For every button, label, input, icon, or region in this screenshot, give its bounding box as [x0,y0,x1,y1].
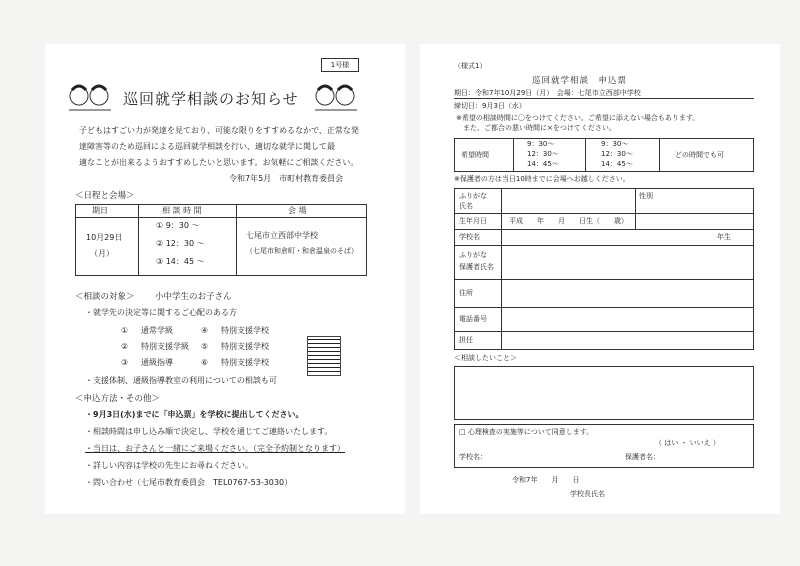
extra-note: ・支援体制、通級指導教室の利用についての相談も可 [85,376,277,385]
note-line-1: ※希望の相談時間に〇をつけてください。ご希望に添えない場合もあります。 [456,114,700,122]
time-choice-table[interactable]: 希望時間 9：30～ 12：30～ 14：45～ 9：30～ 12：30～ 14：45～ どの時間でも可 [454,138,754,172]
notice-title: 巡回就学相談のお知らせ [123,90,299,108]
deadline: 締切日：9月3日（水） [454,102,526,110]
notice-sheet: 1号様 巡回就学相談のお知らせ 子どもはすごい力が発達を見ており、可能な限りをすすめるなかで、正常な発 達障害等のため巡回による巡回就学相談を行い、適切な就学に関して最 適なことが出来るようおすすめしたいと思います。お気軽にご相談ください。 令和7年5月 市町村教育委員会 ＜日程と会場＞ 期日 相 談 時 間 会 場 10月29日 （月） ① 9：30 ～ ② 12：30 ～ ③ 14：45 ～ 七尾市立西部中学校 （七尾市和倉町・和倉温泉のそば） ＜相談の対象＞ 小中学生のお子さん ・就学先の決定等に関するご心配のある方 ① 通常学級 ④ 特別支援学校 ② 特別支援学級 ⑤ 特別支援学校 ③ 通級指導 ⑥ 特別支援学校 ・支援体制、通級指導教室の利用についての相談も可 ＜申込方法・その他＞ ・9月3日(水)までに「申込票」を学校に提出してください。 ・相談時間は申し込み順で決定し、学校を通じてご連絡いたします。 ・当日は、お子さんと一緒にご来場ください。（完全予約制となります） ・詳しい内容は学校の先生にお尋ねください。 ・問い合わせ（七尾市教育委員会 TEL0767-53-3030） [45,44,405,514]
consent-box: □ 心理検査の実施等について同意します。 （ はい ・ いいえ ） 学校名： 保護者名： [454,424,754,468]
form-header-line: 期日：令和7年10月29日（月） 会場：七尾市立西部中学校 [454,89,641,97]
bullet-3: ・当日は、お子さんと一緒にご来場ください。（完全予約制となります） [85,444,345,453]
consult-textarea[interactable] [454,366,754,420]
application-form-sheet [420,44,780,514]
venue: 七尾市立西部中学校 [246,231,318,240]
intro-line-3: 適なことが出来るようおすすめしたいと思います。お気軽にご相談ください。 [79,158,359,167]
bullet-contact: ・問い合わせ（七尾市教育委員会 TEL0767-53-3030） [85,478,293,487]
note-line-2: また、ご都合の悪い時間に×をつけてください。 [456,124,616,132]
schedule-table: 期日 相 談 時 間 会 場 10月29日 （月） ① 9：30 ～ ② 12：30 ～ ③ 14：45 ～ 七尾市立西部中学校 （七尾市和倉町・和倉温泉のそば） [75,204,367,276]
target-note: ・就学先の決定等に関するご心配のある方 [85,308,237,317]
principal-label: 学校長氏名 [570,490,605,498]
intro-line-2: 達障害等のため巡回による巡回就学相談を行い、適切な就学に関して最 [79,142,335,151]
intro-line-1: 子どもはすごい力が発達を見ており、可能な限りをすすめるなかで、正常な発 [79,126,359,135]
time-3: ③ 14：45 ～ [156,257,205,266]
target-value: 小中学生のお子さん [155,292,232,302]
consent-checkbox[interactable]: □ 心理検査の実施等について同意します。 [459,428,594,436]
form-date: 令和7年 月 日 [512,476,580,484]
issuer: 令和7年5月 市町村教育委員会 [229,174,344,183]
bullet-deadline: ・9月3日(水)までに「申込票」を学校に提出してください。 [85,410,304,419]
bullet-4: ・詳しい内容は学校の先生にお尋ねください。 [85,461,253,470]
caution: ※保護者の方は当日10時までに会場へお越しください。 [454,175,630,183]
schedule-heading: ＜日程と会場＞ [75,191,135,201]
time-1: ① 9：30 ～ [156,221,200,230]
form-title: 巡回就学相談 申込票 [532,76,628,86]
method-heading: ＜申込方法・その他＞ [75,394,161,404]
bullet-2: ・相談時間は申し込み順で決定し、学校を通じてご連絡いたします。 [85,427,333,436]
applicant-form: ふりがな 氏名 性別 生年月日 平成 年 月 日生（ 歳） 学校名 年生 ふりがな 保護者氏名 住所 電話番号 担任 [454,188,754,350]
form-tag: （様式1） [454,62,487,70]
children-illustration-left [67,84,115,112]
time-2: ② 12：30 ～ [156,239,205,248]
birth-date-field[interactable]: 平成 年 月 日生（ 歳） [509,217,628,225]
date-cell: 10月29日 [86,233,123,242]
qr-code [307,336,341,376]
agree-options[interactable]: （ はい ・ いいえ ） [655,439,720,447]
consult-label: ＜相談したいこと＞ [454,354,517,362]
target-heading: ＜相談の対象＞ [75,292,135,302]
children-illustration-right [313,84,361,112]
form-tag: 1号様 [321,58,359,72]
